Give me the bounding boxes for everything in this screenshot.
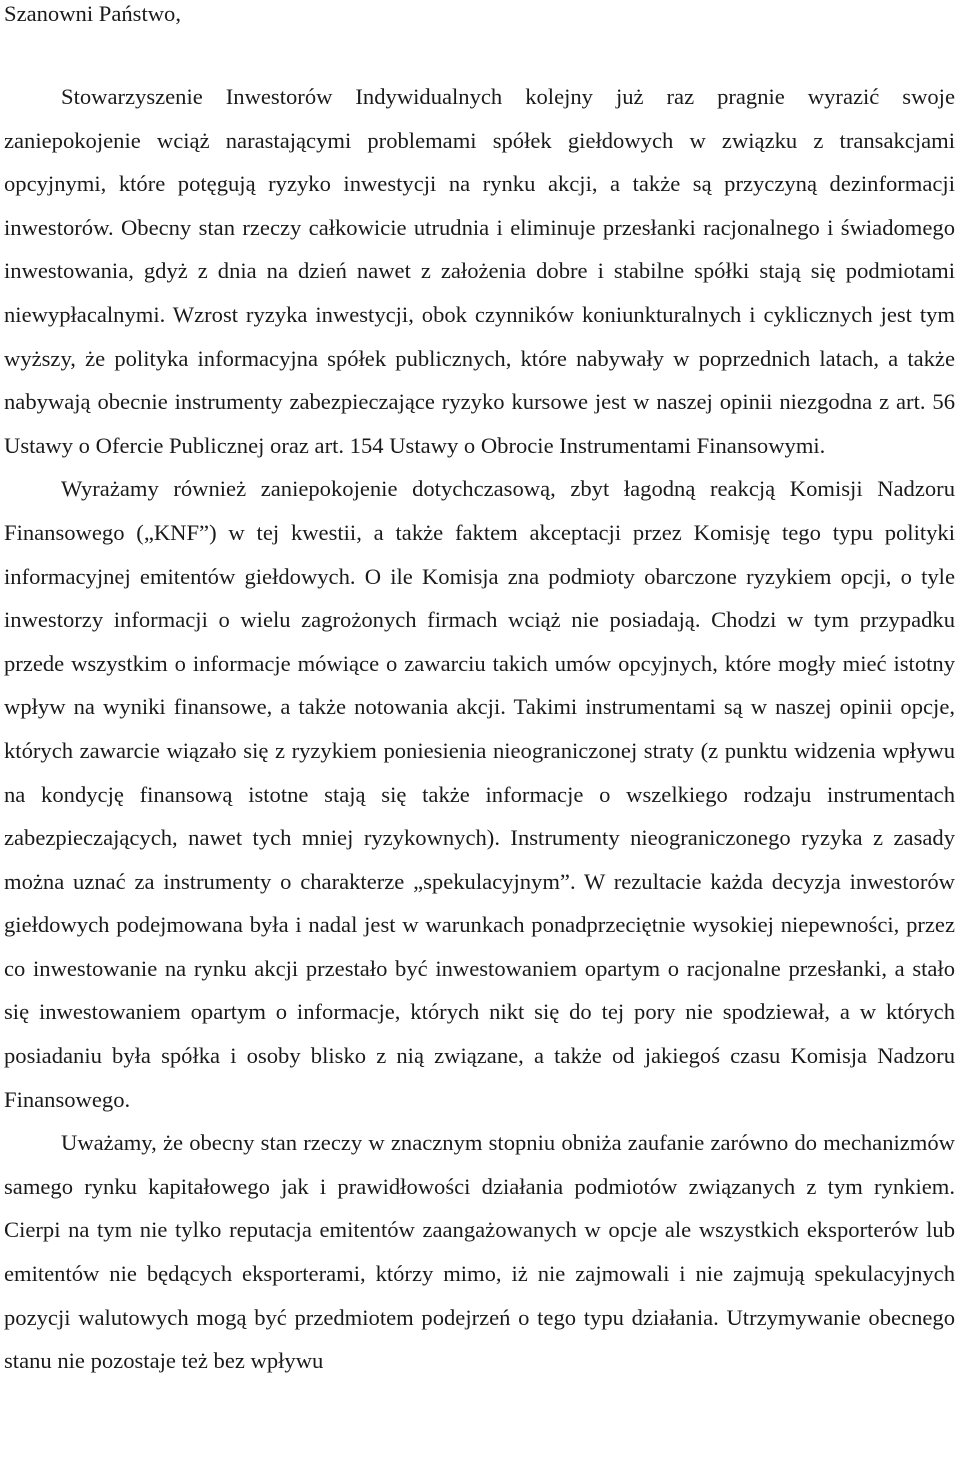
paragraph-market-trust: Uważamy, że obecny stan rzeczy w znacznym stopniu obniża zaufanie zarówno do mechanizmów samego rynku kapitałowego jak i prawidłowości działania podmiotów związanych z tym rynkiem. Cierpi na tym nie tylko reputacja emitentów zaangażowanych w opcje ale wszystkich eksporterów lub emitentów nie będących eksporterami, którzy mimo, iż nie zajmowali i nie zajmują spekulacyjnych pozycji walutowych mogą być przedmiotem podejrzeń o tego typu działania. Utrzymywanie obecnego stanu nie pozostaje też bez wpływu	[4, 1130, 955, 1374]
letter-salutation: Szanowni Państwo,	[4, 1, 181, 26]
letter-body	[4, 75, 955, 1383]
paragraph-options-risk: Stowarzyszenie Inwestorów Indywidualnych kolejny już raz pragnie wyrazić swoje zaniepokojenie wciąż narastającymi problemami spółek giełdowych w związku z transakcjami opcyjnymi, które potęgują ryzyko inwestycji na rynku akcji, a także są przyczyną dezinformacji inwestorów. Obecny stan rzeczy całkowicie utrudnia i eliminuje przesłanki racjonalnego i świadomego inwestowania, gdyż z dnia na dzień nawet z założenia dobre i stabilne spółki stają się podmiotami niewypłacalnymi. Wzrost ryzyka inwestycji, obok czynników koniunkturalnych i cyklicznych jest tym wyższy, że polityka informacyjna spółek publicznych, które nabywały w poprzednich latach, a także nabywają obecnie instrumenty zabezpieczające ryzyko kursowe jest w naszej opinii niezgodna z art. 56 Ustawy o Ofercie Publicznej oraz art. 154 Ustawy o Obrocie Instrumentami Finansowymi.	[4, 84, 955, 458]
paragraph-knf-concern: Wyrażamy również zaniepokojenie dotychczasową, zbyt łagodną reakcją Komisji Nadzoru Finansowego („KNF”) w tej kwestii, a także faktem akceptacji przez Komisję tego typu polityki informacyjnej emitentów giełdowych. O ile Komisja zna podmioty obarczone ryzykiem opcji, o tyle inwestorzy informacji o wielu zagrożonych firmach wciąż nie posiadają. Chodzi w tym przypadku przede wszystkim o informacje mówiące o zawarciu takich umów opcyjnych, które mogły mieć istotny wpływ na wyniki finansowe, a także notowania akcji. Takimi instrumentami są w naszej opinii opcje, których zawarcie wiązało się z ryzykiem poniesienia nieograniczonej straty (z punktu widzenia wpływu na kondycję finansową istotne stają się także informacje o wszelkiego rodzaju instrumentach zabezpieczających, nawet tych mniej ryzykownych). Instrumenty nieograniczonego ryzyka z zasady można uznać za instrumenty o charakterze „spekulacyjnym”. W rezultacie każda decyzja inwestorów giełdowych podejmowana była i nadal jest w warunkach ponadprzeciętnie wysokiej niepewności, przez co inwestowanie na rynku akcji przestało być inwestowaniem opartym o racjonalne przesłanki, a stało się inwestowaniem opartym o informacje, których nikt się do tej pory nie spodziewał, a w których posiadaniu była spółka i osoby blisko z nią związane, a także od jakiegoś czasu Komisja Nadzoru Finansowego.	[4, 476, 955, 1112]
